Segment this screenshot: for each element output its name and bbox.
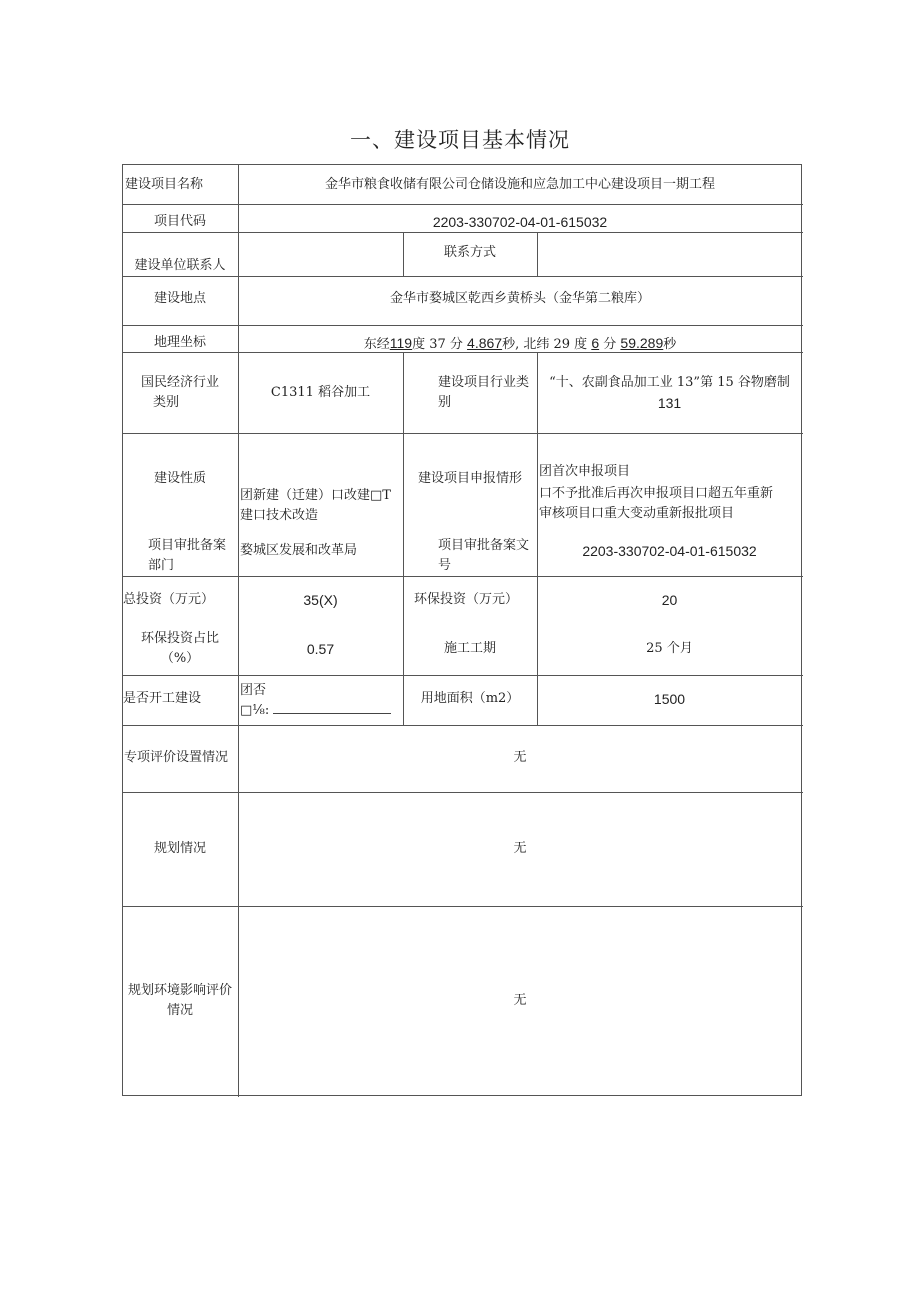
row-divider xyxy=(123,675,803,676)
coord-part: 秒 xyxy=(663,337,677,352)
env-investment-value: 20 xyxy=(661,592,678,608)
industry-category-label xyxy=(122,373,238,413)
value-line: 团首次申报项目 xyxy=(539,464,631,479)
label-line: 类别 xyxy=(152,395,179,410)
label-line: 国民经济行业 xyxy=(140,375,219,390)
approval-document-label xyxy=(414,536,529,576)
approval-department-label xyxy=(124,536,226,576)
label-line: 情况 xyxy=(166,1003,193,1018)
land-area-value: 1500 xyxy=(653,691,686,707)
coordinates-value xyxy=(238,333,802,355)
value-line: 建口技术改造 xyxy=(240,508,319,523)
construction-nature-label: 建设性质 xyxy=(153,471,206,486)
planning-value: 无 xyxy=(513,841,527,856)
value-line xyxy=(240,701,391,721)
started-yes-option: □⅛: xyxy=(240,703,270,718)
page-title: 一、建设项目基本情况 xyxy=(350,128,570,152)
planning-env-label xyxy=(122,981,238,1021)
started-label: 是否开工建设 xyxy=(123,691,202,706)
label-line: （%） xyxy=(160,651,200,666)
value-line: 审核项目口重大变动重新报批项目 xyxy=(539,506,735,521)
project-name-label: 建设项目名称 xyxy=(125,177,204,192)
land-area-label: 用地面积（m2） xyxy=(420,691,520,706)
label-line: 号 xyxy=(438,558,452,573)
row-divider xyxy=(123,433,803,434)
value-line: 口不予批准后再次申报项目口超五年重新 xyxy=(539,486,774,501)
planning-label: 规划情况 xyxy=(153,841,206,856)
project-code-label: 项目代码 xyxy=(153,214,206,229)
value-line: “十、农副食品加工业 13”第 15 谷物磨制 xyxy=(549,375,790,390)
construction-nature-value xyxy=(240,486,391,526)
coord-part: 东经 xyxy=(363,337,390,352)
approval-department-value: 婺城区发展和改革局 xyxy=(240,543,358,558)
blank-line xyxy=(273,701,391,714)
total-investment-value: 35(X) xyxy=(303,592,338,608)
label-line: 建设项目行业类 xyxy=(438,375,530,390)
application-status-label: 建设项目申报情形 xyxy=(417,471,522,486)
value-line: 团否 xyxy=(240,683,267,698)
industry-category-value: C1311 稻谷加工 xyxy=(270,385,371,400)
env-ratio-label xyxy=(122,629,238,669)
column-divider xyxy=(537,232,538,276)
label-line: 项目审批备案文 xyxy=(438,538,530,553)
coord-part: 度 37 分 xyxy=(412,337,463,352)
project-industry-label xyxy=(414,373,529,413)
application-status-value xyxy=(539,462,773,524)
env-ratio-value: 0.57 xyxy=(306,641,335,657)
row-divider xyxy=(123,204,803,205)
label-line: 部门 xyxy=(148,558,175,573)
label-line: 别 xyxy=(438,395,452,410)
planning-env-value: 无 xyxy=(513,993,527,1008)
special-eval-value: 无 xyxy=(513,750,527,765)
special-eval-label: 专项评价设置情况 xyxy=(124,750,229,765)
coord-part: 分 xyxy=(603,337,617,352)
row-divider xyxy=(123,576,803,577)
row-divider xyxy=(123,276,803,277)
contact-method-label: 联系方式 xyxy=(443,245,496,260)
approval-document-value: 2203-330702-04-01-615032 xyxy=(582,543,757,559)
coordinates-label: 地理坐标 xyxy=(153,335,206,350)
started-value xyxy=(240,681,391,721)
project-industry-value xyxy=(537,373,802,413)
env-investment-label: 环保投资（万元） xyxy=(414,592,519,607)
value-line: 团新建（迁建）口改建□T xyxy=(240,488,391,503)
row-divider xyxy=(123,725,803,726)
label-line: 环保投资占比 xyxy=(140,631,219,646)
longitude-seconds: 4.867 xyxy=(467,335,503,351)
project-code-value: 2203-330702-04-01-615032 xyxy=(432,214,608,230)
column-divider xyxy=(403,352,404,725)
label-line: 规划环境影响评价 xyxy=(127,983,232,998)
value-line: 131 xyxy=(657,395,682,411)
row-divider xyxy=(123,325,803,326)
row-divider xyxy=(123,906,803,907)
total-investment-label: 总投资（万元） xyxy=(123,592,215,607)
row-divider xyxy=(123,232,803,233)
construction-period-value: 25 个月 xyxy=(646,641,693,656)
longitude-degrees: 119 xyxy=(389,335,413,351)
construction-period-label: 施工工期 xyxy=(443,641,496,656)
latitude-seconds: 59.289 xyxy=(620,335,664,351)
contact-person-label: 建设单位联系人 xyxy=(134,258,226,273)
coord-part: 秒, 北纬 29 度 xyxy=(502,337,588,352)
row-divider xyxy=(123,792,803,793)
project-name-value: 金华市粮食收储有限公司仓储设施和应急加工中心建设项目一期工程 xyxy=(324,177,715,192)
label-line: 项目审批备案 xyxy=(148,538,227,553)
location-value: 金华市婺城区乾西乡黄桥头（金华第二粮库） xyxy=(389,291,650,306)
location-label: 建设地点 xyxy=(153,291,206,306)
latitude-minutes: 6 xyxy=(591,335,600,351)
